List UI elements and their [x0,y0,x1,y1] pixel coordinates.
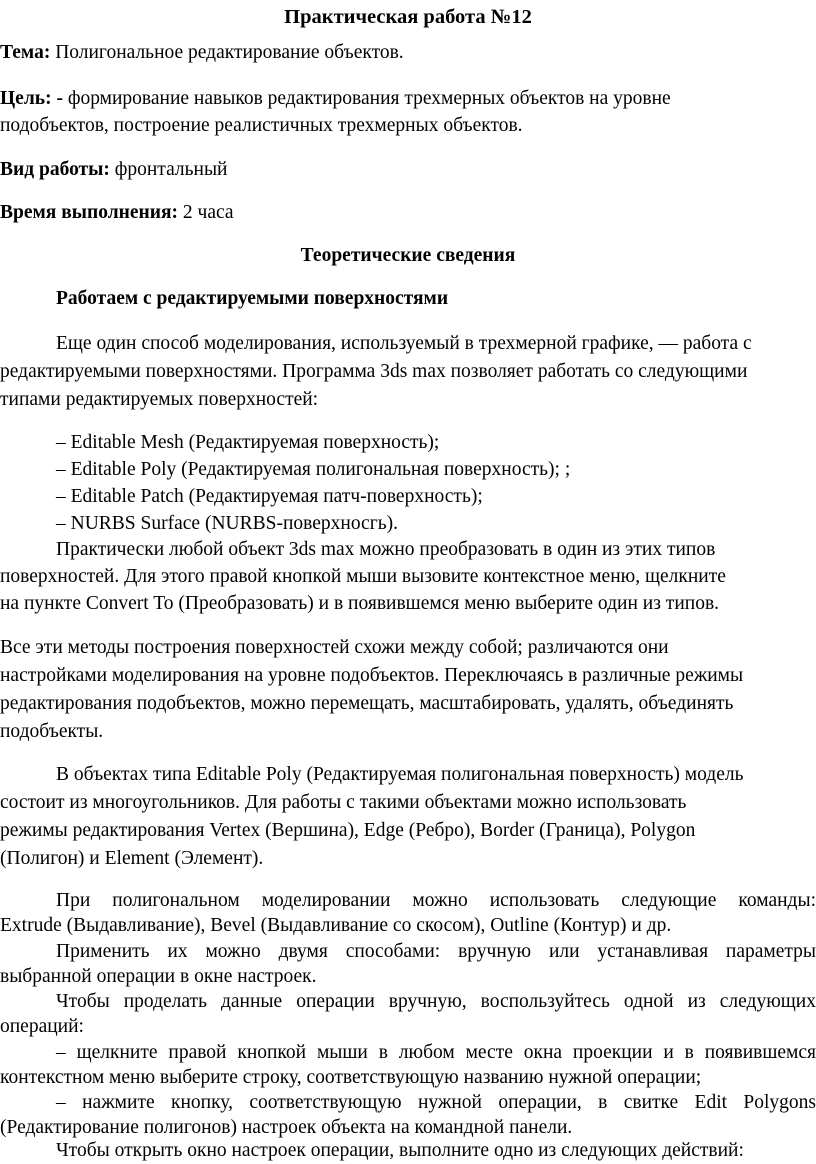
paragraph-line: (Редактирование полигонов) настроек объекта на командной панели. [0,1117,573,1138]
list-item: – нажмите кнопку, соответствующую нужной операции, в свитке Edit Polygons [56,1092,816,1113]
paragraph-line: Практически любой объект 3ds max можно преобразовать в один из этих типов [56,539,716,560]
paragraph-line: выбранной операции в окне настроек. [0,966,317,987]
goal-label: Цель: - [0,88,63,109]
duration-label: Время выполнения: [0,202,179,223]
topic-label: Тема: [0,42,51,63]
paragraph-line: подобъекты. [0,721,104,742]
paragraph-line: операций: [0,1016,84,1037]
list-item: – щелкните правой кнопкой мыши в любом месте окна проекции и в появившемся [56,1042,816,1063]
paragraph-line: состоит из многоугольников. Для работы с такими объектами можно использовать [0,792,687,813]
paragraph-line: Все эти методы построения поверхностей схожи между собой; различаются они [0,637,669,658]
paragraph-line: поверхностей. Для этого правой кнопкой мыши вызовите контекстное меню, щелкните [0,566,726,587]
work-type-label: Вид работы: [0,159,110,180]
paragraph-line: контекстном меню выберите строку, соответствующую названию нужной операции; [0,1067,702,1088]
list-item: – NURBS Surface (NURBS-поверхносгь). [56,513,398,534]
list-item: – Editable Mesh (Редактируемая поверхность); [56,432,440,453]
topic-line [0,40,816,66]
duration-value: 2 часа [178,202,234,223]
paragraph-line: Чтобы проделать данные операции вручную, воспользуйтесь одной из следующих [56,991,816,1012]
paragraph-line: Чтобы открыть окно настроек операции, выполните одно из следующих действий: [56,1140,744,1161]
paragraph-line: (Полигон) и Element (Элемент). [0,848,264,869]
topic-value: Полигональное редактирование объектов. [50,42,404,63]
paragraph-line: Extrude (Выдавливание), Bevel (Выдавливание со скосом), Outline (Контур) и др. [0,915,672,936]
list-item: – Editable Patch (Редактируемая патч-поверхность); [56,486,483,507]
work-type-line [0,157,816,183]
work-type-value: фронтальный [109,159,228,180]
goal-text-1: формирование навыков редактирования трехмерных объектов на уровне [62,88,671,109]
duration-line [0,200,816,226]
page-title: Практическая работа №12 [284,6,532,28]
paragraph-line: редактирования подобъектов, можно перемещать, масштабировать, удалять, объединять [0,693,734,714]
paragraph-line: Еще один способ моделирования, используемый в трехмерной графике, — работа с [56,333,752,354]
paragraph-line: редактируемыми поверхностями. Программа 3ds max позволяет работать со следующими [0,361,748,382]
paragraph-line: Применить их можно двумя способами: вручную или устанавливая параметры [56,941,816,962]
paragraph-line: на пункте Convert To (Преобразовать) и в появившемся меню выберите один из типов. [0,593,720,614]
subsection-heading: Работаем с редактируемыми поверхностями [56,288,449,309]
goal-line-1 [0,86,816,112]
list-item: – Editable Poly (Редактируемая полигональная поверхность); ; [56,459,571,480]
paragraph-line: настройками моделирования на уровне подобъектов. Переключаясь в различные режимы [0,665,744,686]
paragraph-line: режимы редактирования Vertex (Вершина), Edge (Ребро), Border (Граница), Polygon [0,820,696,841]
goal-line-2: подобъектов, построение реалистичных трехмерных объектов. [0,115,523,136]
paragraph-line: В объектах типа Editable Poly (Редактируемая полигональная поверхность) модель [56,764,744,785]
paragraph-line: При полигональном моделировании можно использовать следующие команды: [56,890,816,911]
paragraph-line: типами редактируемых поверхностей: [0,389,319,410]
section-heading: Теоретические сведения [300,245,516,266]
